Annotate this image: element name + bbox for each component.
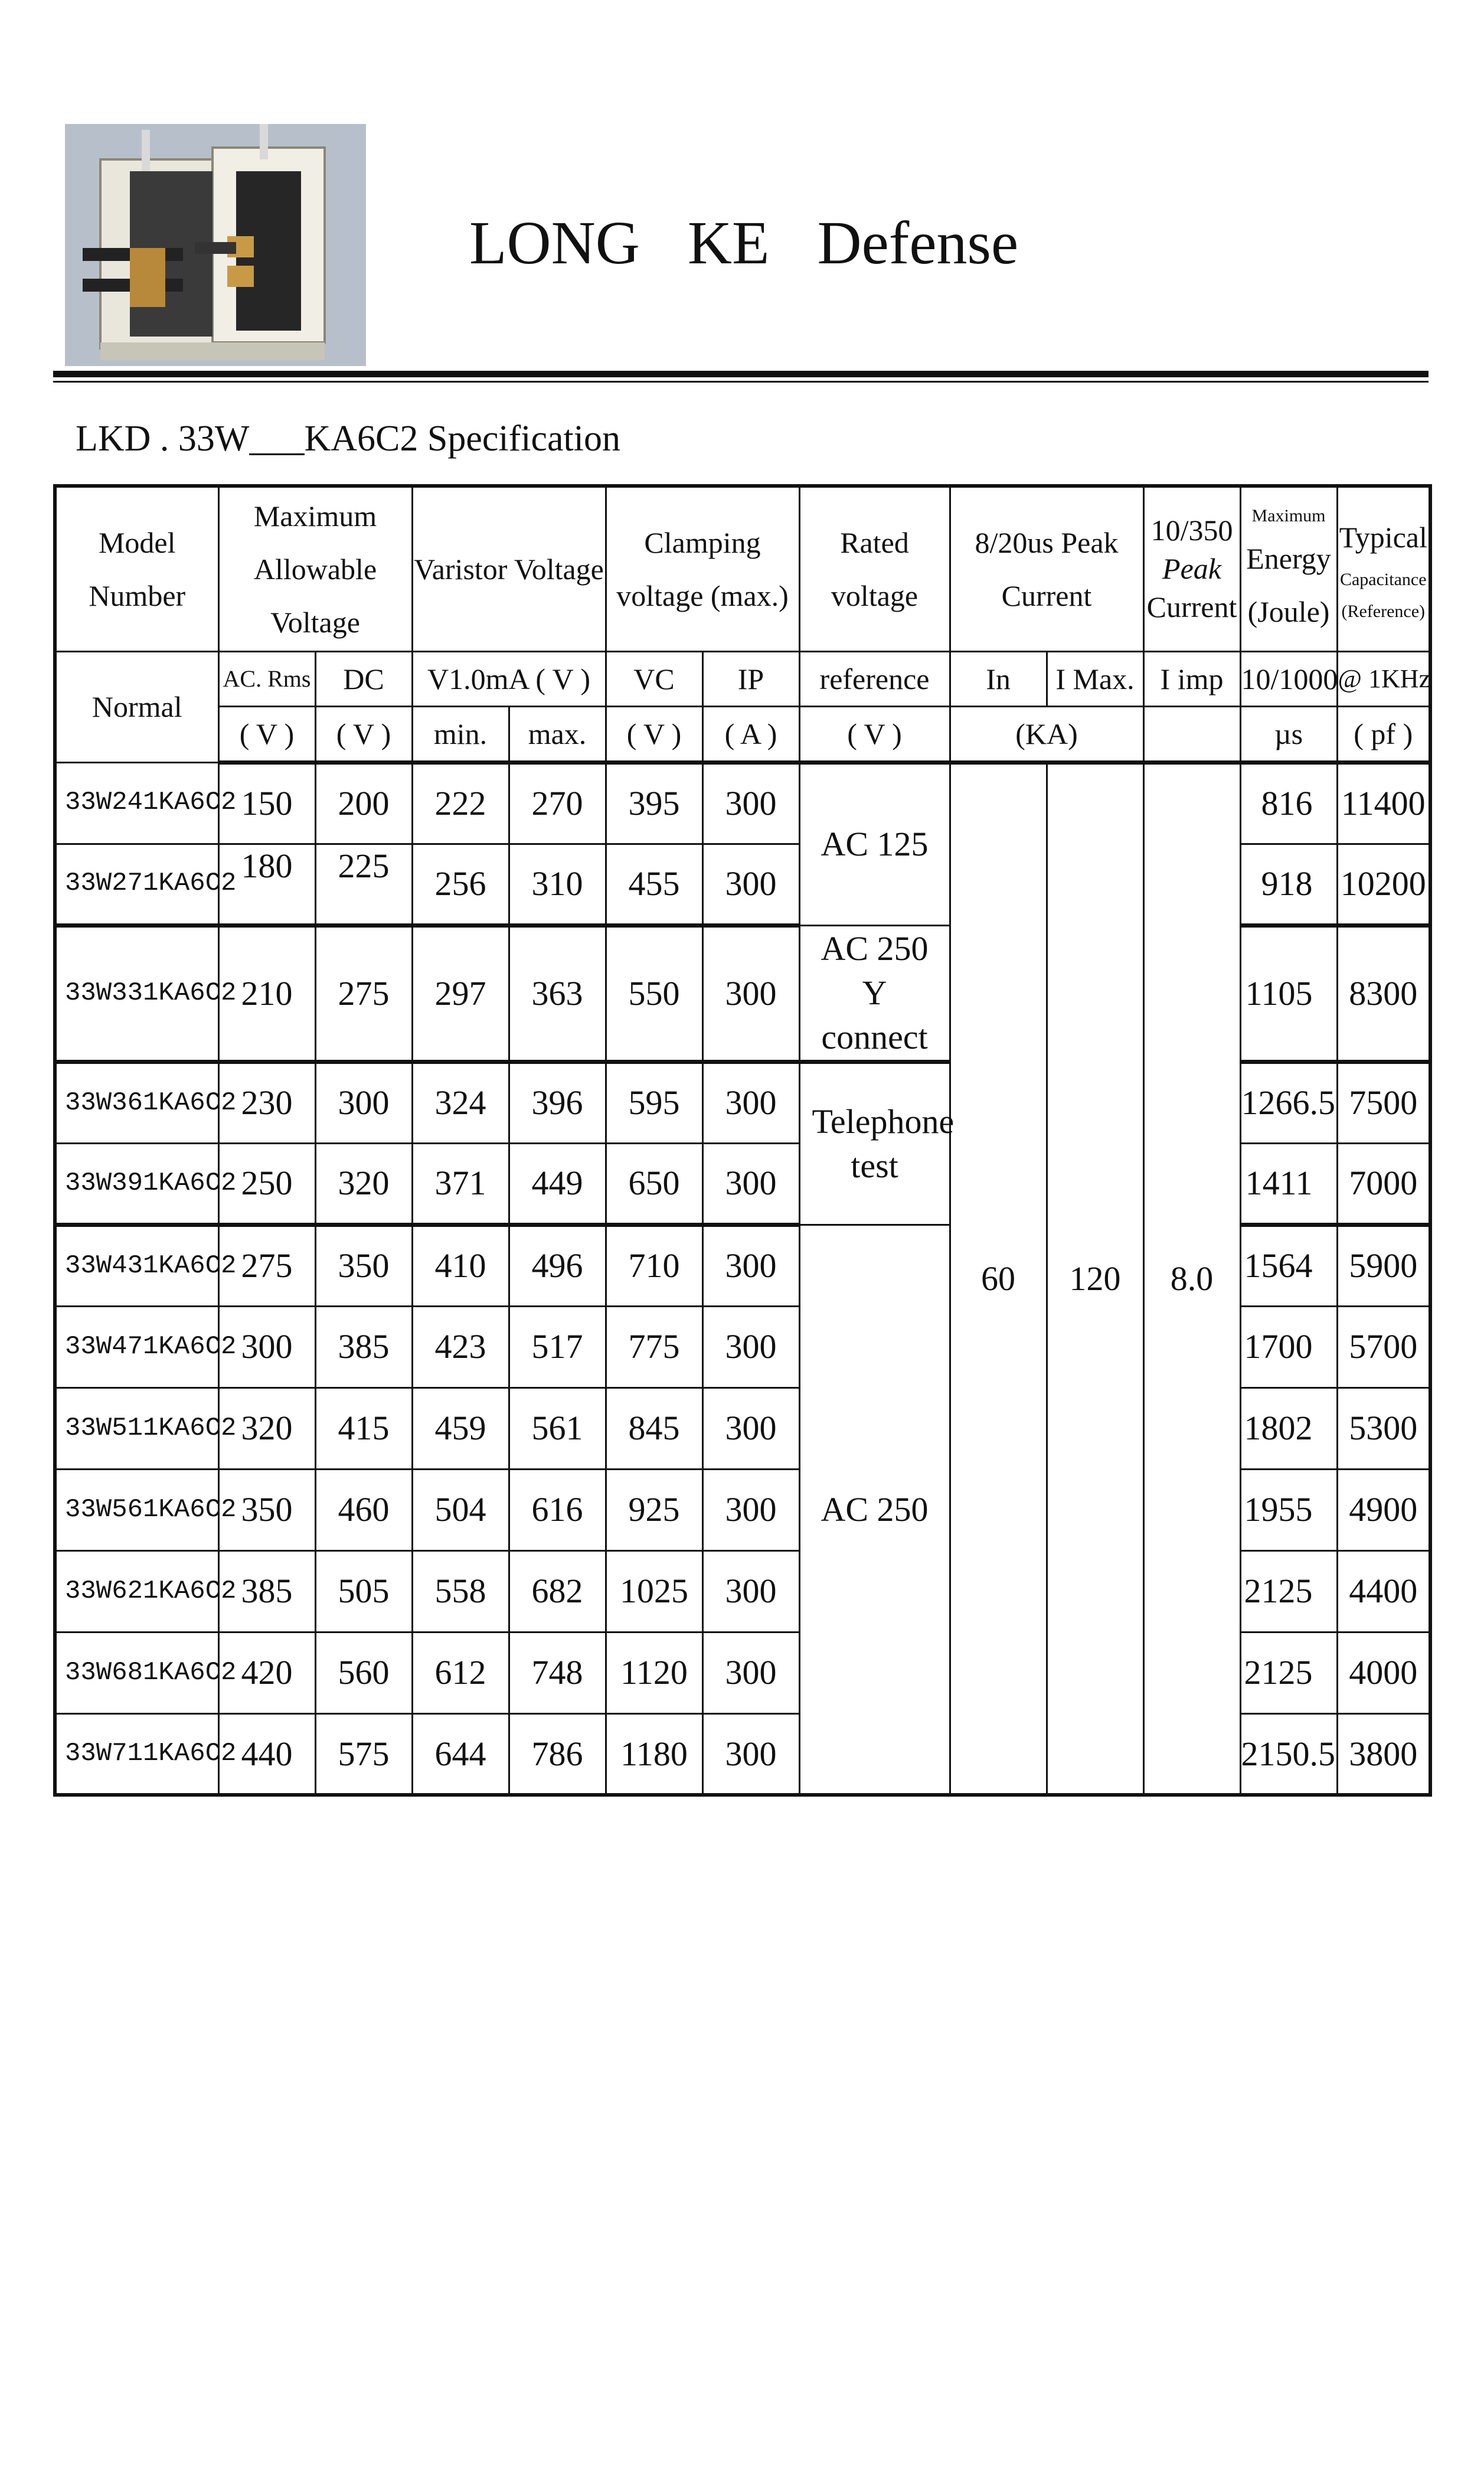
cell-ip: 300 xyxy=(702,1062,799,1143)
cell-dc: 560 xyxy=(315,1632,412,1713)
cell-model: 33W621KA6C2 xyxy=(55,1550,218,1632)
cell-dc: 350 xyxy=(315,1225,412,1306)
cell-vmin: 371 xyxy=(412,1143,509,1225)
cell-energy: 2125 xyxy=(1240,1550,1337,1632)
unit-min: min. xyxy=(412,706,509,762)
cell-cap: 5900 xyxy=(1337,1225,1430,1306)
cell-vmin: 324 xyxy=(412,1062,509,1143)
header-max-allowable: Maximum Allowable Voltage xyxy=(218,486,412,651)
header-peak-10-350-c: Current xyxy=(1146,590,1237,624)
cell-vc: 395 xyxy=(606,762,702,844)
cell-ip: 300 xyxy=(702,1632,799,1713)
unit-pf: ( pf ) xyxy=(1337,706,1430,762)
units-row xyxy=(55,706,1430,762)
cell-vc: 710 xyxy=(606,1225,702,1306)
unit-iimp xyxy=(1143,706,1240,762)
cell-model: 33W331KA6C2 xyxy=(55,925,218,1062)
cell-dc: 200 xyxy=(315,762,412,844)
cell-energy: 1564 xyxy=(1240,1225,1337,1306)
cell-dc: 575 xyxy=(315,1713,412,1795)
cell-vc: 925 xyxy=(606,1469,702,1550)
cell-cap: 4900 xyxy=(1337,1469,1430,1550)
subheader-vc: VC xyxy=(606,651,702,706)
cell-vc: 1180 xyxy=(606,1713,702,1795)
cell-in: 60 xyxy=(950,762,1047,1795)
cell-model: 33W361KA6C2 xyxy=(55,1062,218,1143)
subheader-dc: DC xyxy=(315,651,412,706)
cell-dc: 415 xyxy=(315,1387,412,1469)
cell-energy: 1955 xyxy=(1240,1469,1337,1550)
cell-vmax: 270 xyxy=(509,762,606,844)
cell-vmin: 459 xyxy=(412,1387,509,1469)
header-energy-b: Energy xyxy=(1246,541,1331,575)
page-title: LONG KE Defense xyxy=(469,209,1019,277)
cell-dc: 505 xyxy=(315,1550,412,1632)
cell-vc: 595 xyxy=(606,1062,702,1143)
header-peak-8-20: 8/20us Peak Current xyxy=(950,486,1143,651)
header-energy-a: Maximum xyxy=(1251,505,1326,525)
cell-ac: 350 xyxy=(218,1469,315,1550)
subheader-1khz: @ 1KHz xyxy=(1337,651,1430,706)
cell-cap: 10200 xyxy=(1337,844,1430,925)
cell-ip: 300 xyxy=(702,1469,799,1550)
cell-vmin: 410 xyxy=(412,1225,509,1306)
cell-dc: 300 xyxy=(315,1062,412,1143)
cell-ac: 150 xyxy=(218,762,315,844)
cell-cap: 8300 xyxy=(1337,925,1430,1062)
header-varistor: Varistor Voltage xyxy=(412,486,606,651)
cell-model: 33W511KA6C2 xyxy=(55,1387,218,1469)
subheader-10-1000: 10/1000 xyxy=(1240,651,1337,706)
subheader-normal: Normal xyxy=(55,651,218,762)
subheader-imax: I Max. xyxy=(1047,651,1143,706)
cell-vmax: 786 xyxy=(509,1713,606,1795)
cell-ac: 275 xyxy=(218,1225,315,1306)
cell-vmin: 504 xyxy=(412,1469,509,1550)
cell-vmin: 256 xyxy=(412,844,509,925)
cell-ac: 420 xyxy=(218,1632,315,1713)
cell-dc xyxy=(315,844,412,925)
surge-protector-image xyxy=(65,124,366,366)
cell-vmax: 561 xyxy=(509,1387,606,1469)
table-row xyxy=(55,762,1430,844)
cell-rated-ac250: AC 250 xyxy=(799,1225,950,1795)
subheader-in: In xyxy=(950,651,1047,706)
cell-iimp: 8.0 xyxy=(1143,762,1240,1795)
unit-vc: ( V ) xyxy=(606,706,702,762)
cell-vmax: 396 xyxy=(509,1062,606,1143)
cell-dc: 385 xyxy=(315,1306,412,1387)
cell-vmax: 748 xyxy=(509,1632,606,1713)
unit-us: µs xyxy=(1240,706,1337,762)
cell-vc: 650 xyxy=(606,1143,702,1225)
cell-cap: 4000 xyxy=(1337,1632,1430,1713)
unit-ip: ( A ) xyxy=(702,706,799,762)
cell-energy: 918 xyxy=(1240,844,1337,925)
cell-rated-telephone: Telephone test xyxy=(799,1062,950,1225)
cell-energy: 2150.5 xyxy=(1240,1713,1337,1795)
cell-vmax: 496 xyxy=(509,1225,606,1306)
header-rule-thin xyxy=(53,381,1429,383)
cell-vmax: 517 xyxy=(509,1306,606,1387)
cell-vmin: 423 xyxy=(412,1306,509,1387)
cell-model: 33W471KA6C2 xyxy=(55,1306,218,1387)
cell-vc: 1120 xyxy=(606,1632,702,1713)
cell-vc: 1025 xyxy=(606,1550,702,1632)
header-clamping: Clamping voltage (max.) xyxy=(606,486,799,651)
unit-ka: (KA) xyxy=(950,706,1143,762)
cell-ip: 300 xyxy=(702,762,799,844)
header-peak-10-350 xyxy=(1143,486,1240,651)
header-cap-a: Typical xyxy=(1339,520,1427,554)
cell-ip: 300 xyxy=(702,925,799,1062)
cell-energy: 1105 xyxy=(1240,925,1337,1062)
cell-energy: 2125 xyxy=(1240,1632,1337,1713)
cell-model: 33W711KA6C2 xyxy=(55,1713,218,1795)
cell-energy: 1700 xyxy=(1240,1306,1337,1387)
cell-ac: 250 xyxy=(218,1143,315,1225)
cell-ip: 300 xyxy=(702,1143,799,1225)
subheader-ip: IP xyxy=(702,651,799,706)
unit-ac: ( V ) xyxy=(218,706,315,762)
cell-vmin: 297 xyxy=(412,925,509,1062)
cell-ip: 300 xyxy=(702,1550,799,1632)
product-photo xyxy=(65,124,366,366)
cell-vmin: 558 xyxy=(412,1550,509,1632)
subheader-iimp: I imp xyxy=(1143,651,1240,706)
cell-energy: 1411 xyxy=(1240,1143,1337,1225)
unit-max: max. xyxy=(509,706,606,762)
unit-dc: ( V ) xyxy=(315,706,412,762)
header-model: Model Number xyxy=(55,486,218,651)
cell-vmin: 222 xyxy=(412,762,509,844)
cell-ip: 300 xyxy=(702,1306,799,1387)
cell-ip: 300 xyxy=(702,1713,799,1795)
cell-vmax: 363 xyxy=(509,925,606,1062)
cell-dc: 320 xyxy=(315,1143,412,1225)
subheader-ac-rms: AC. Rms xyxy=(218,651,315,706)
cell-vmin: 644 xyxy=(412,1713,509,1795)
header-cap-b: Capacitance xyxy=(1339,569,1427,589)
cell-vmax: 310 xyxy=(509,844,606,925)
cell-cap: 4400 xyxy=(1337,1550,1430,1632)
header-capacitance xyxy=(1337,486,1430,651)
cell-ip: 300 xyxy=(702,1387,799,1469)
cell-ac: 440 xyxy=(218,1713,315,1795)
cell-ac-value: 180 xyxy=(241,847,293,886)
header-row xyxy=(55,486,1430,651)
header-energy xyxy=(1240,486,1337,651)
cell-dc: 460 xyxy=(315,1469,412,1550)
cell-model: 33W241KA6C2 xyxy=(55,762,218,844)
cell-vc: 775 xyxy=(606,1306,702,1387)
header-rated: Rated voltage xyxy=(799,486,950,651)
cell-vc: 845 xyxy=(606,1387,702,1469)
subheader-v1ma: V1.0mA ( V ) xyxy=(412,651,606,706)
cell-cap: 3800 xyxy=(1337,1713,1430,1795)
header-energy-c: (Joule) xyxy=(1247,595,1330,628)
cell-model: 33W681KA6C2 xyxy=(55,1632,218,1713)
cell-rated-ac250y: AC 250 Y connect xyxy=(799,925,950,1062)
cell-vmax: 682 xyxy=(509,1550,606,1632)
cell-ac: 320 xyxy=(218,1387,315,1469)
subheader-row xyxy=(55,651,1430,706)
cell-ip: 300 xyxy=(702,1225,799,1306)
cell-cap: 7000 xyxy=(1337,1143,1430,1225)
cell-vc: 550 xyxy=(606,925,702,1062)
cell-rated-ac125: AC 125 xyxy=(799,762,950,925)
cell-vmin: 612 xyxy=(412,1632,509,1713)
header-peak-10-350-a: 10/350 xyxy=(1150,514,1233,547)
cell-cap: 5700 xyxy=(1337,1306,1430,1387)
cell-model: 33W391KA6C2 xyxy=(55,1143,218,1225)
cell-model: 33W431KA6C2 xyxy=(55,1225,218,1306)
spec-title: LKD . 33W___KA6C2 Specification xyxy=(76,419,620,459)
cell-model: 33W561KA6C2 xyxy=(55,1469,218,1550)
cell-ac: 210 xyxy=(218,925,315,1062)
cell-dc: 275 xyxy=(315,925,412,1062)
unit-rated: ( V ) xyxy=(799,706,950,762)
cell-vmax: 616 xyxy=(509,1469,606,1550)
cell-cap: 5300 xyxy=(1337,1387,1430,1469)
cell-ac: 230 xyxy=(218,1062,315,1143)
cell-model: 33W271KA6C2 xyxy=(55,844,218,925)
cell-ac: 300 xyxy=(218,1306,315,1387)
cell-energy: 1802 xyxy=(1240,1387,1337,1469)
header-cap-c: (Reference) xyxy=(1341,601,1426,621)
cell-ac: 385 xyxy=(218,1550,315,1632)
cell-cap: 11400 xyxy=(1337,762,1430,844)
header-peak-10-350-b: Peak xyxy=(1162,552,1221,586)
specification-table xyxy=(53,484,1432,1797)
cell-dc-value: 225 xyxy=(338,847,390,886)
cell-imax: 120 xyxy=(1047,762,1143,1795)
cell-energy: 816 xyxy=(1240,762,1337,844)
header-rule xyxy=(53,371,1429,377)
cell-cap: 7500 xyxy=(1337,1062,1430,1143)
cell-vmax: 449 xyxy=(509,1143,606,1225)
cell-vc: 455 xyxy=(606,844,702,925)
subheader-reference: reference xyxy=(799,651,950,706)
cell-energy: 1266.5 xyxy=(1240,1062,1337,1143)
cell-ip: 300 xyxy=(702,844,799,925)
